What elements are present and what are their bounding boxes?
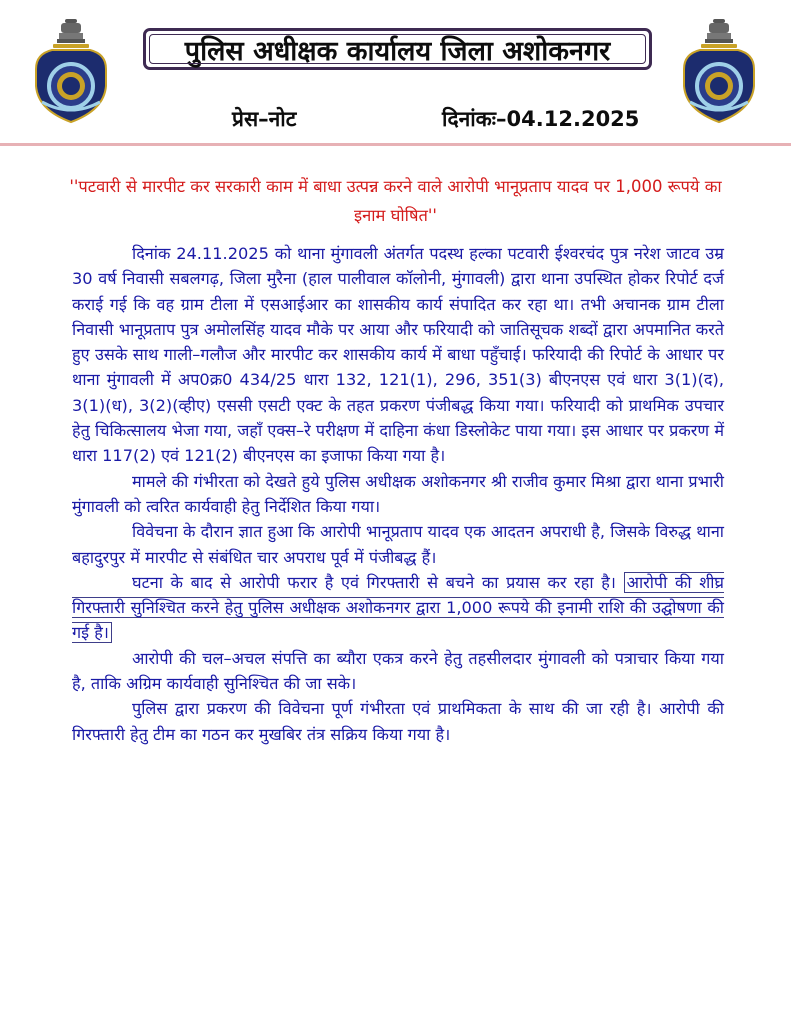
date-label: दिनांकः–04.12.2025 <box>442 107 640 131</box>
reward-announcement-highlight: आरोपी की शीघ्र गिरफ्तारी सुनिश्चित करने हेतु पुलिस अधीक्षक अशोकनगर द्वारा 1,000 रूपये की इनामी राशि की उद्घोषणा की गई है। <box>72 572 724 643</box>
lion-capital-icon <box>57 19 85 43</box>
paragraph-reward <box>72 570 724 646</box>
paragraph-incident: दिनांक 24.11.2025 को थाना मुंगावली अंतर्गत पदस्थ हल्का पटवारी ईश्वरचंद पुत्र नरेश जाटव उम्र 30 वर्ष निवासी सबलगढ़, जिला मुरैना (हाल पालीवाल कॉलोनी, मुंगावली) द्वारा थाना उपस्थित होकर रिपोर्ट दर्ज कराई गई कि वह ग्राम टीला में एसआईआर का शासकीय कार्य संपादित कर रहा था। तभी अचानक ग्राम टीला निवासी भानूप्रताप पुत्र अमोलसिंह यादव मौके पर आया और फरियादी को जातिसूचक शब्दों द्वारा अपमानित करते हुए उसके साथ गाली–गलौज और मारपीट कर शासकीय कार्य में बाधा पहुँचाई। फरियादी की रिपोर्ट के आधार पर थाना मुंगावली में अप0क्र0 434/25 धारा 132, 121(1), 296, 351(3) बीएनएस एवं धारा 3(1)(द), 3(1)(ध), 3(2)(व्हीए) एससी एसटी एक्ट के तहत प्रकरण पंजीबद्ध किया गया। फरियादी को प्राथमिक उपचार हेतु चिकित्सालय भेजा गया, जहाँ एक्स–रे परीक्षण में दाहिना कंधा डिस्लोकेट पाया गया। इस आधार पर प्रकरण में धारा 117(2) एवं 121(2) बीएनएस का इजाफा किया गया है। <box>72 244 724 466</box>
paragraph-closing: पुलिस द्वारा प्रकरण की विवेचना पूर्ण गंभीरता एवं प्राथमिकता के साथ की जा रही है। आरोपी की गिरफ्तारी हेतु टीम का गठन कर मुखबिर तंत्र सक्रिय किया गया है। <box>72 699 724 744</box>
press-note-body <box>72 241 724 747</box>
lion-capital-icon <box>705 19 733 43</box>
police-emblem-left <box>28 14 114 130</box>
police-emblem-right <box>676 14 762 130</box>
paragraph-sp-direction: मामले की गंभीरता को देखते हुये पुलिस अधीक्षक अशोकनगर श्री राजीव कुमार मिश्रा द्वारा थाना प्रभारी मुंगावली को त्वरित कार्यवाही हेतु निर्देशित किया गया। <box>72 471 724 516</box>
press-note-label: प्रेस–नोट <box>232 107 297 131</box>
reward-lead: घटना के बाद से आरोपी फरार है एवं गिरफ्तारी से बचने का प्रयास कर रहा है। <box>132 572 616 592</box>
paragraph-investigation: विवेचना के दौरान ज्ञात हुआ कि आरोपी भानूप्रताप यादव एक आदतन अपराधी है, जिसके विरुद्ध थाना बहादुरपुर में मारपीट से संबंधित चार अपराध पूर्व में पंजीबद्ध हैं। <box>72 522 724 567</box>
headline: ''पटवारी से मारपीट कर सरकारी काम में बाधा उत्पन्न करने वाले आरोपी भानूप्रताप यादव पर 1,000 रूपये का इनाम घोषित'' <box>69 177 722 225</box>
office-title: पुलिस अधीक्षक कार्यालय जिला अशोकनगर <box>184 35 611 67</box>
office-title-box <box>143 28 652 70</box>
paragraph-property: आरोपी की चल–अचल संपत्ति का ब्यौरा एकत्र करने हेतु तहसीलदार मुंगावली को पत्राचार किया गया है, ताकि अग्रिम कार्यवाही सुनिश्चित की जा सके। <box>72 648 724 694</box>
header-divider <box>0 143 791 146</box>
